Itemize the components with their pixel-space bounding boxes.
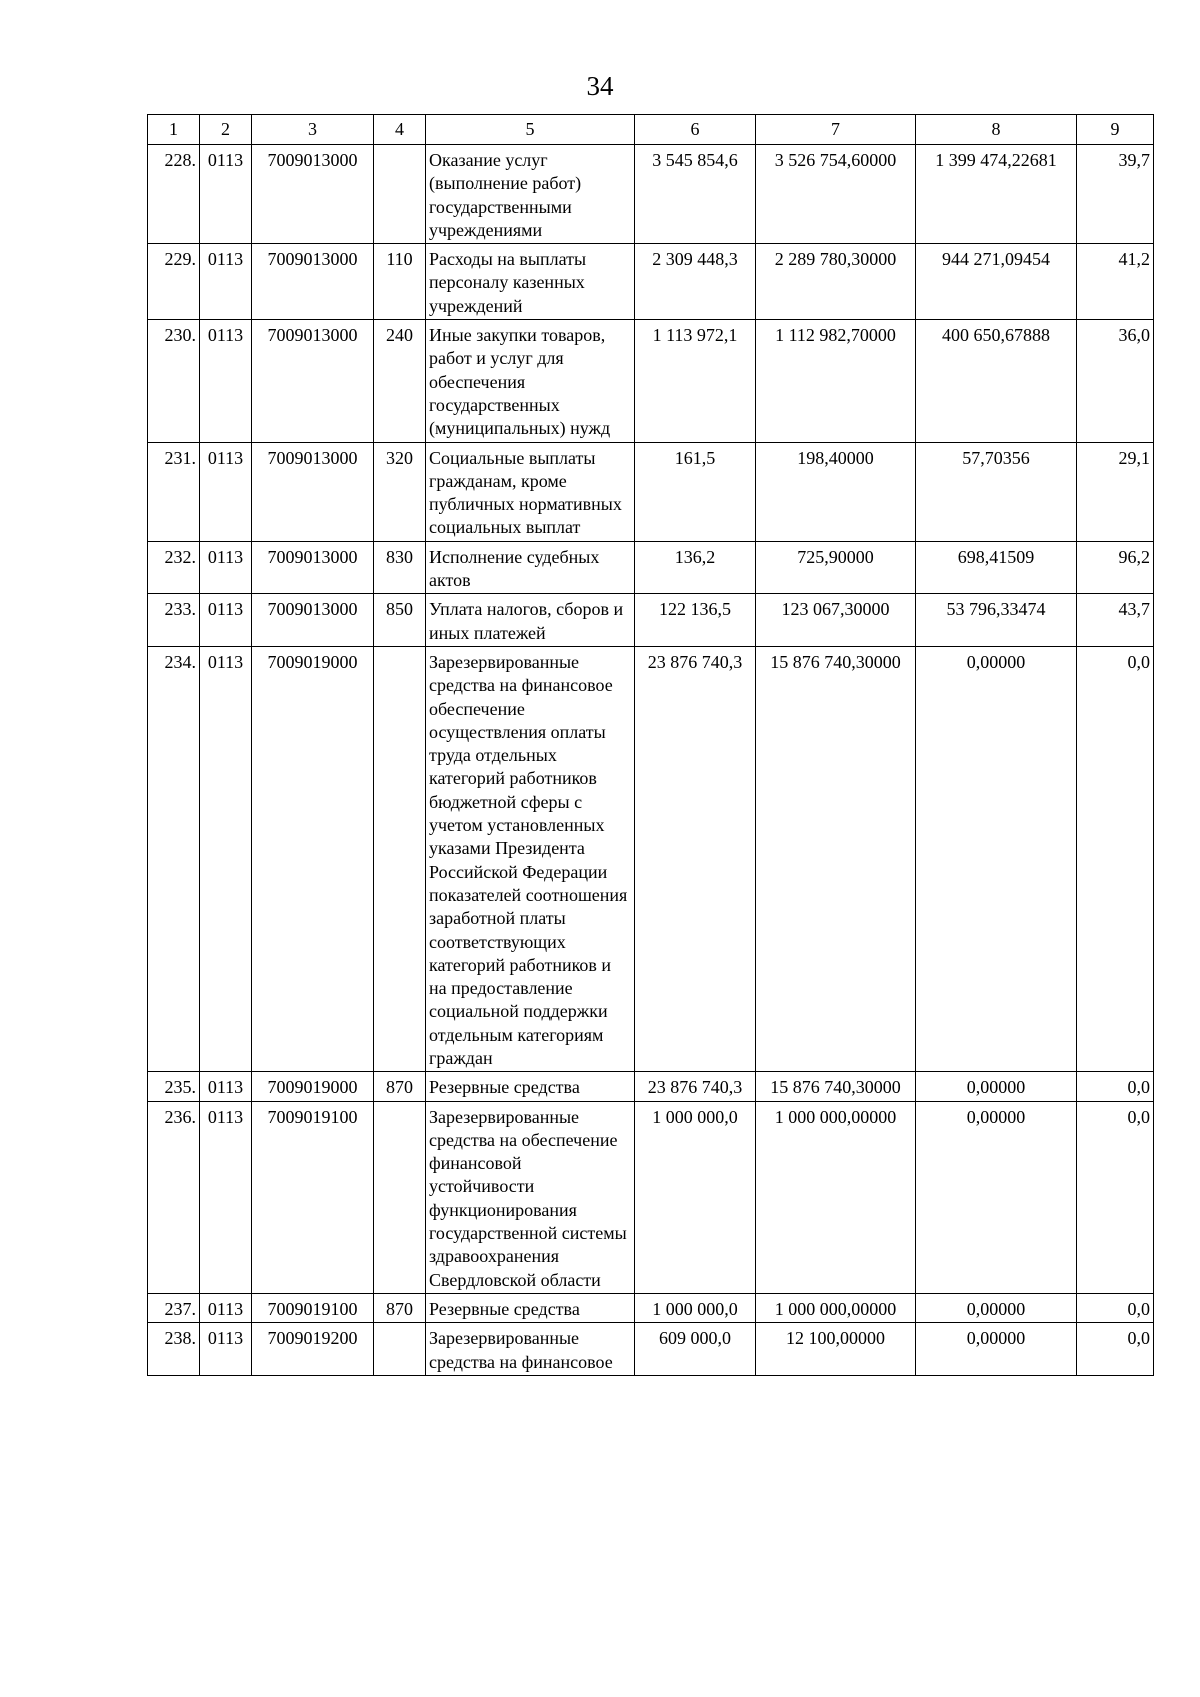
- planned-amount-cell: 136,2: [635, 541, 756, 594]
- planned-amount-cell: 23 876 740,3: [635, 646, 756, 1071]
- planned-amount-cell: 3 545 854,6: [635, 145, 756, 244]
- expense-type-cell: 830: [374, 541, 426, 594]
- item-name-cell: Резервные средства: [426, 1293, 635, 1322]
- executed-amount-cell: 57,70356: [916, 442, 1077, 541]
- row-number-cell: 236.: [148, 1101, 200, 1293]
- revised-amount-cell: 1 112 982,70000: [756, 320, 916, 442]
- table-row: [148, 244, 1154, 320]
- expense-type-cell: 870: [374, 1293, 426, 1322]
- item-name-cell: Исполнение судебных актов: [426, 541, 635, 594]
- execution-percent-cell: 96,2: [1077, 541, 1154, 594]
- expense-type-cell: 870: [374, 1072, 426, 1101]
- revised-amount-cell: 725,90000: [756, 541, 916, 594]
- section-code-cell: 0113: [200, 244, 252, 320]
- section-code-cell: 0113: [200, 1072, 252, 1101]
- section-code-cell: 0113: [200, 1293, 252, 1322]
- planned-amount-cell: 1 000 000,0: [635, 1293, 756, 1322]
- table-row: [148, 320, 1154, 442]
- expense-type-cell: 850: [374, 594, 426, 647]
- row-number-cell: 231.: [148, 442, 200, 541]
- revised-amount-cell: 198,40000: [756, 442, 916, 541]
- item-name-cell: Уплата налогов, сборов и иных платежей: [426, 594, 635, 647]
- planned-amount-cell: 122 136,5: [635, 594, 756, 647]
- target-code-cell: 7009019200: [252, 1323, 374, 1376]
- executed-amount-cell: 400 650,67888: [916, 320, 1077, 442]
- target-code-cell: 7009013000: [252, 145, 374, 244]
- header-cell-7: 7: [756, 115, 916, 145]
- target-code-cell: 7009013000: [252, 320, 374, 442]
- item-name-cell: Зарезервированные средства на финансовое: [426, 1323, 635, 1376]
- target-code-cell: 7009019000: [252, 1072, 374, 1101]
- execution-percent-cell: 0,0: [1077, 1293, 1154, 1322]
- revised-amount-cell: 1 000 000,00000: [756, 1293, 916, 1322]
- table-row: [148, 1072, 1154, 1101]
- executed-amount-cell: 53 796,33474: [916, 594, 1077, 647]
- expense-type-cell: [374, 1101, 426, 1293]
- table-row: [148, 442, 1154, 541]
- executed-amount-cell: 944 271,09454: [916, 244, 1077, 320]
- execution-percent-cell: 43,7: [1077, 594, 1154, 647]
- header-cell-9: 9: [1077, 115, 1154, 145]
- execution-percent-cell: 0,0: [1077, 1323, 1154, 1376]
- executed-amount-cell: 0,00000: [916, 646, 1077, 1071]
- executed-amount-cell: 0,00000: [916, 1072, 1077, 1101]
- target-code-cell: 7009013000: [252, 244, 374, 320]
- planned-amount-cell: 1 000 000,0: [635, 1101, 756, 1293]
- table-row: [148, 145, 1154, 244]
- item-name-cell: Социальные выплаты гражданам, кроме публичных нормативных социальных выплат: [426, 442, 635, 541]
- section-code-cell: 0113: [200, 145, 252, 244]
- executed-amount-cell: 0,00000: [916, 1323, 1077, 1376]
- table-row: [148, 1323, 1154, 1376]
- revised-amount-cell: 123 067,30000: [756, 594, 916, 647]
- planned-amount-cell: 609 000,0: [635, 1323, 756, 1376]
- table-row: [148, 594, 1154, 647]
- row-number-cell: 229.: [148, 244, 200, 320]
- execution-percent-cell: 0,0: [1077, 1072, 1154, 1101]
- row-number-cell: 233.: [148, 594, 200, 647]
- revised-amount-cell: 3 526 754,60000: [756, 145, 916, 244]
- planned-amount-cell: 23 876 740,3: [635, 1072, 756, 1101]
- section-code-cell: 0113: [200, 320, 252, 442]
- executed-amount-cell: 1 399 474,22681: [916, 145, 1077, 244]
- expense-type-cell: [374, 646, 426, 1071]
- expense-type-cell: 110: [374, 244, 426, 320]
- section-code-cell: 0113: [200, 1101, 252, 1293]
- revised-amount-cell: 12 100,00000: [756, 1323, 916, 1376]
- section-code-cell: 0113: [200, 594, 252, 647]
- header-row: [148, 115, 1154, 145]
- expense-type-cell: [374, 1323, 426, 1376]
- target-code-cell: 7009013000: [252, 594, 374, 647]
- execution-percent-cell: 39,7: [1077, 145, 1154, 244]
- row-number-cell: 235.: [148, 1072, 200, 1101]
- row-number-cell: 238.: [148, 1323, 200, 1376]
- header-cell-2: 2: [200, 115, 252, 145]
- row-number-cell: 228.: [148, 145, 200, 244]
- table-row: [148, 646, 1154, 1071]
- execution-percent-cell: 41,2: [1077, 244, 1154, 320]
- execution-percent-cell: 0,0: [1077, 646, 1154, 1071]
- execution-percent-cell: 0,0: [1077, 1101, 1154, 1293]
- header-cell-6: 6: [635, 115, 756, 145]
- expense-type-cell: 240: [374, 320, 426, 442]
- section-code-cell: 0113: [200, 541, 252, 594]
- budget-table: [147, 114, 1154, 1376]
- target-code-cell: 7009013000: [252, 442, 374, 541]
- row-number-cell: 232.: [148, 541, 200, 594]
- item-name-cell: Иные закупки товаров, работ и услуг для обеспечения государственных (муниципальных) нужд: [426, 320, 635, 442]
- executed-amount-cell: 698,41509: [916, 541, 1077, 594]
- target-code-cell: 7009013000: [252, 541, 374, 594]
- planned-amount-cell: 1 113 972,1: [635, 320, 756, 442]
- header-cell-1: 1: [148, 115, 200, 145]
- section-code-cell: 0113: [200, 646, 252, 1071]
- header-cell-5: 5: [426, 115, 635, 145]
- target-code-cell: 7009019100: [252, 1101, 374, 1293]
- expense-type-cell: [374, 145, 426, 244]
- revised-amount-cell: 15 876 740,30000: [756, 1072, 916, 1101]
- header-cell-3: 3: [252, 115, 374, 145]
- row-number-cell: 230.: [148, 320, 200, 442]
- section-code-cell: 0113: [200, 1323, 252, 1376]
- executed-amount-cell: 0,00000: [916, 1293, 1077, 1322]
- item-name-cell: Зарезервированные средства на обеспечение финансовой устойчивости функционирования государственной системы здравоохранения Свердловской области: [426, 1101, 635, 1293]
- executed-amount-cell: 0,00000: [916, 1101, 1077, 1293]
- execution-percent-cell: 36,0: [1077, 320, 1154, 442]
- row-number-cell: 234.: [148, 646, 200, 1071]
- revised-amount-cell: 2 289 780,30000: [756, 244, 916, 320]
- item-name-cell: Зарезервированные средства на финансовое обеспечение осуществления оплаты труда отдельных категорий работников бюджетной сферы с учетом установленных указами Президента Российской Федерации показателей соотношения заработной платы соответствующих категорий работников и на предоставление социальной поддержки отдельным категориям граждан: [426, 646, 635, 1071]
- item-name-cell: Резервные средства: [426, 1072, 635, 1101]
- revised-amount-cell: 1 000 000,00000: [756, 1101, 916, 1293]
- table-row: [148, 1101, 1154, 1293]
- expense-type-cell: 320: [374, 442, 426, 541]
- row-number-cell: 237.: [148, 1293, 200, 1322]
- table-row: [148, 541, 1154, 594]
- table-row: [148, 1293, 1154, 1322]
- target-code-cell: 7009019000: [252, 646, 374, 1071]
- planned-amount-cell: 2 309 448,3: [635, 244, 756, 320]
- section-code-cell: 0113: [200, 442, 252, 541]
- revised-amount-cell: 15 876 740,30000: [756, 646, 916, 1071]
- header-cell-8: 8: [916, 115, 1077, 145]
- planned-amount-cell: 161,5: [635, 442, 756, 541]
- header-cell-4: 4: [374, 115, 426, 145]
- execution-percent-cell: 29,1: [1077, 442, 1154, 541]
- page-number: 34: [586, 71, 614, 101]
- item-name-cell: Оказание услуг (выполнение работ) государственными учреждениями: [426, 145, 635, 244]
- target-code-cell: 7009019100: [252, 1293, 374, 1322]
- item-name-cell: Расходы на выплаты персоналу казенных учреждений: [426, 244, 635, 320]
